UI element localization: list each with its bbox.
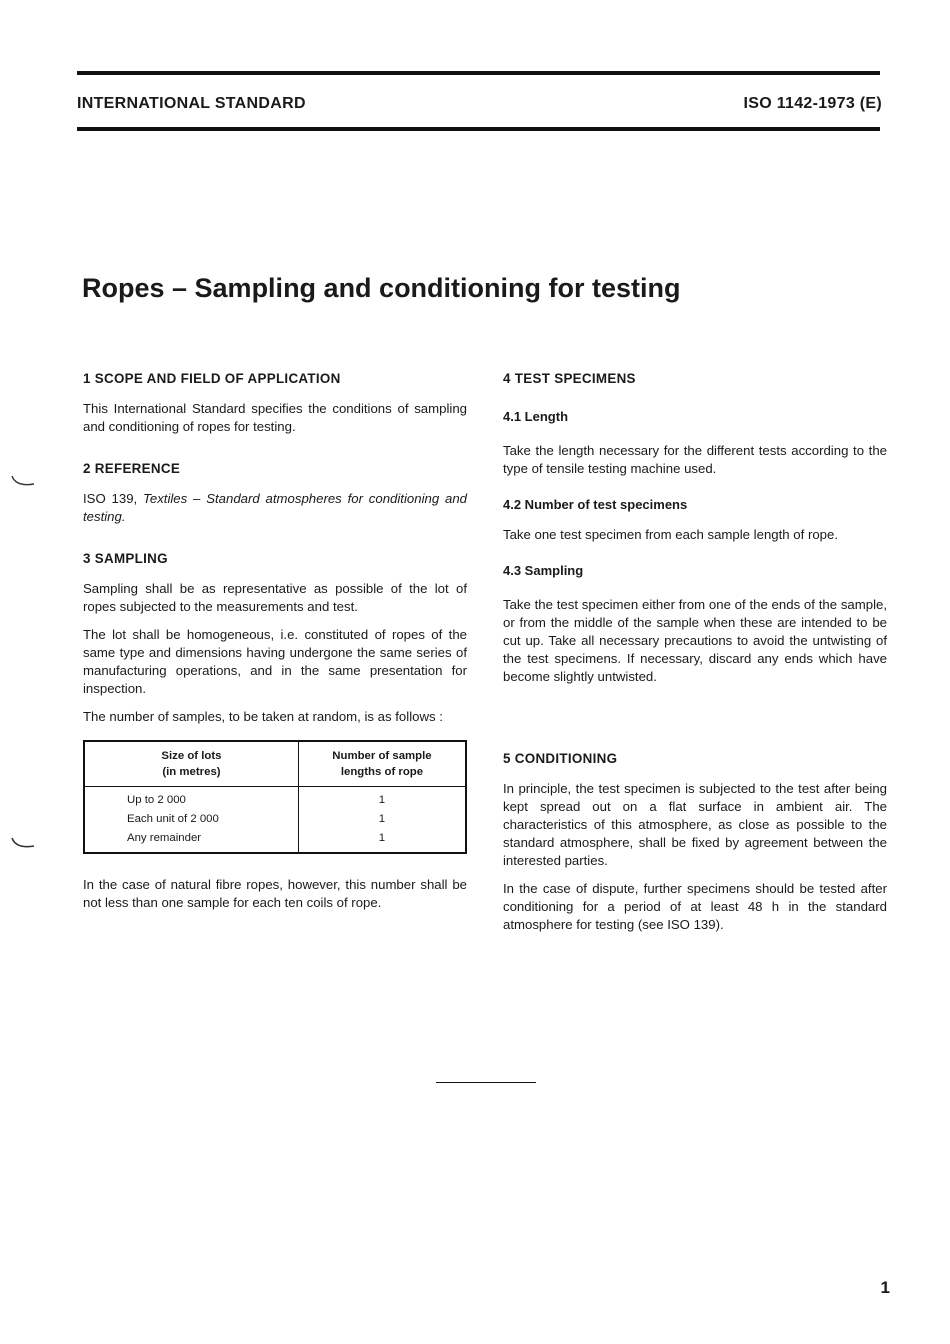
table-cell-size: Any remainder [84,829,298,853]
section-test-specimens [503,370,887,686]
paragraph: Sampling shall be as representative as possible of the lot of ropes subjected to the measurements and test. [83,581,467,614]
table-cell-count: 1 [378,794,386,806]
table-header-size [84,741,298,787]
header-bottom-rule [77,127,880,131]
header-top-rule [77,71,880,75]
section-conditioning [503,750,887,934]
header-line: Size of lots [161,750,222,762]
reference-number: ISO 139, [83,491,138,506]
section-sampling [83,550,467,912]
header-line: lengths of rope [340,766,424,778]
paragraph: In the case of natural fibre ropes, however, this number shall be not less than one sample for each ten coils of rope. [83,877,467,910]
standard-number: ISO 1142-1973 (E) [743,95,882,112]
paragraph: Take the length necessary for the different tests according to the type of tensile testing machine used. [503,443,887,476]
table-cell-size: Each unit of 2 000 [84,810,298,829]
paragraph: Take the test specimen either from one of the ends of the sample, or from the middle of the sample when these are intended to be cut up. Take all necessary precautions to avoid the untwisting of the test specimens. If necessary, discard any ends which have become slightly untwisted. [503,597,887,684]
right-column [503,370,887,958]
paragraph: In principle, the test specimen is subjected to the test after being kept spread out on a flat surface in ambient air. The characteristics of this atmosphere, as close as possible to the standard atmosphere, shall be fixed by agreement between the interested parties. [503,781,887,868]
margin-mark [10,474,36,488]
table-cell-count: 1 [378,832,386,844]
paragraph: This International Standard specifies the conditions of sampling and conditioning of ropes for testing. [83,401,467,434]
section-heading: 5 CONDITIONING [503,751,618,766]
reference-paragraph [83,490,467,526]
header-line: (in metres) [162,766,221,778]
section-heading: 3 SAMPLING [83,551,168,566]
section-heading: 1 SCOPE AND FIELD OF APPLICATION [83,371,341,386]
section-heading: 2 REFERENCE [83,461,181,476]
reference-title: Textiles – Standard atmospheres for conditioning and testing. [83,491,467,524]
table-row [84,810,466,829]
table-row [84,829,466,853]
subsection-heading: 4.1 Length [503,409,569,424]
margin-mark [10,836,36,850]
end-rule [436,1082,536,1083]
section-reference [83,460,467,526]
document-title: Ropes – Sampling and conditioning for testing [82,273,681,303]
sampling-table [83,740,467,854]
table-header-count [298,741,466,787]
section-heading: 4 TEST SPECIMENS [503,371,636,386]
table-row [84,787,466,811]
paragraph: In the case of dispute, further specimens should be tested after conditioning for a period of at least 48 h in the standard atmosphere for testing (see ISO 139). [503,881,887,932]
paragraph: Take one test specimen from each sample length of rope. [503,527,838,542]
header-line: Number of sample [332,750,432,762]
page-number: 1 [880,1278,890,1297]
subsection-heading: 4.2 Number of test specimens [503,497,688,512]
paragraph: The number of samples, to be taken at random, is as follows : [83,709,443,724]
paragraph: The lot shall be homogeneous, i.e. constituted of ropes of the same type and dimensions having undergone the same series of manufacturing operations, and in the same presentation for inspection. [83,627,467,696]
subsection-heading: 4.3 Sampling [503,563,584,578]
table-cell-size: Up to 2 000 [84,787,298,811]
section-scope [83,370,467,436]
left-column [83,370,467,936]
standard-type: INTERNATIONAL STANDARD [77,95,306,112]
table-cell-count: 1 [378,813,386,825]
